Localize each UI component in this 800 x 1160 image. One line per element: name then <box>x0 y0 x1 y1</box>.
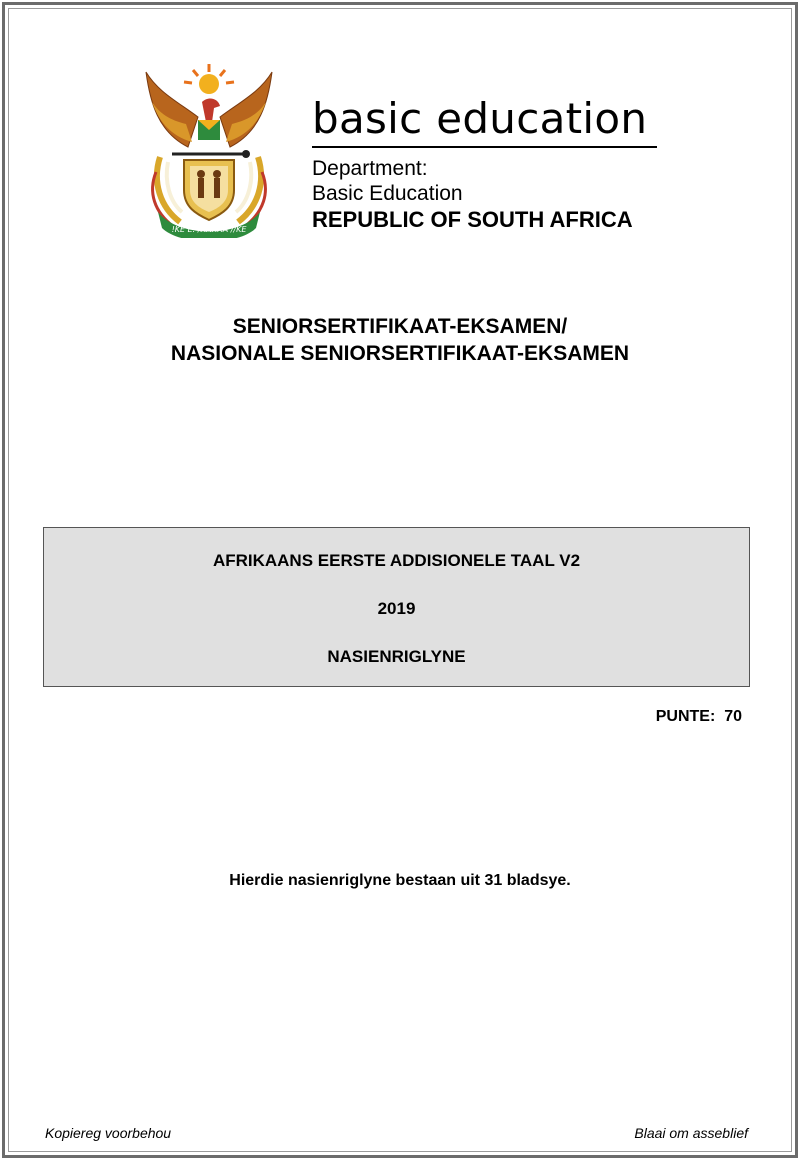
exam-title-line-1: SENIORSERTIFIKAAT-EKSAMEN/ <box>232 315 568 338</box>
page-count-note: Hierdie nasienriglyne bestaan uit 31 bladsye. <box>229 872 571 889</box>
footer-turn-page: Blaai om asseblief <box>634 1125 748 1141</box>
exam-title-line-2: NASIONALE SENIORSERTIFIKAAT-EKSAMEN <box>170 342 630 365</box>
subject-year: 2019 <box>377 599 416 618</box>
coat-of-arms-logo <box>138 62 280 238</box>
total-points: PUNTE: 70 <box>655 708 742 725</box>
department-label: Department: <box>312 157 428 180</box>
svg-text:!KE E: /XARRA //KE: !KE E: /XARRA //KE <box>171 225 247 234</box>
subject-box <box>43 527 750 687</box>
exam-title <box>0 313 800 367</box>
footer-copyright: Kopiereg voorbehou <box>45 1125 172 1141</box>
brand-block <box>312 94 662 233</box>
sun-icon <box>184 64 234 94</box>
country-name: REPUBLIC OF SOUTH AFRICA <box>312 207 633 232</box>
subject-name: AFRIKAANS EERSTE ADDISIONELE TAAL V2 <box>212 551 581 570</box>
document-type: NASIENRIGLYNE <box>327 647 466 666</box>
brand-name: basic education <box>312 94 648 143</box>
department-name: Basic Education <box>312 182 463 205</box>
brand-underline <box>312 146 657 148</box>
